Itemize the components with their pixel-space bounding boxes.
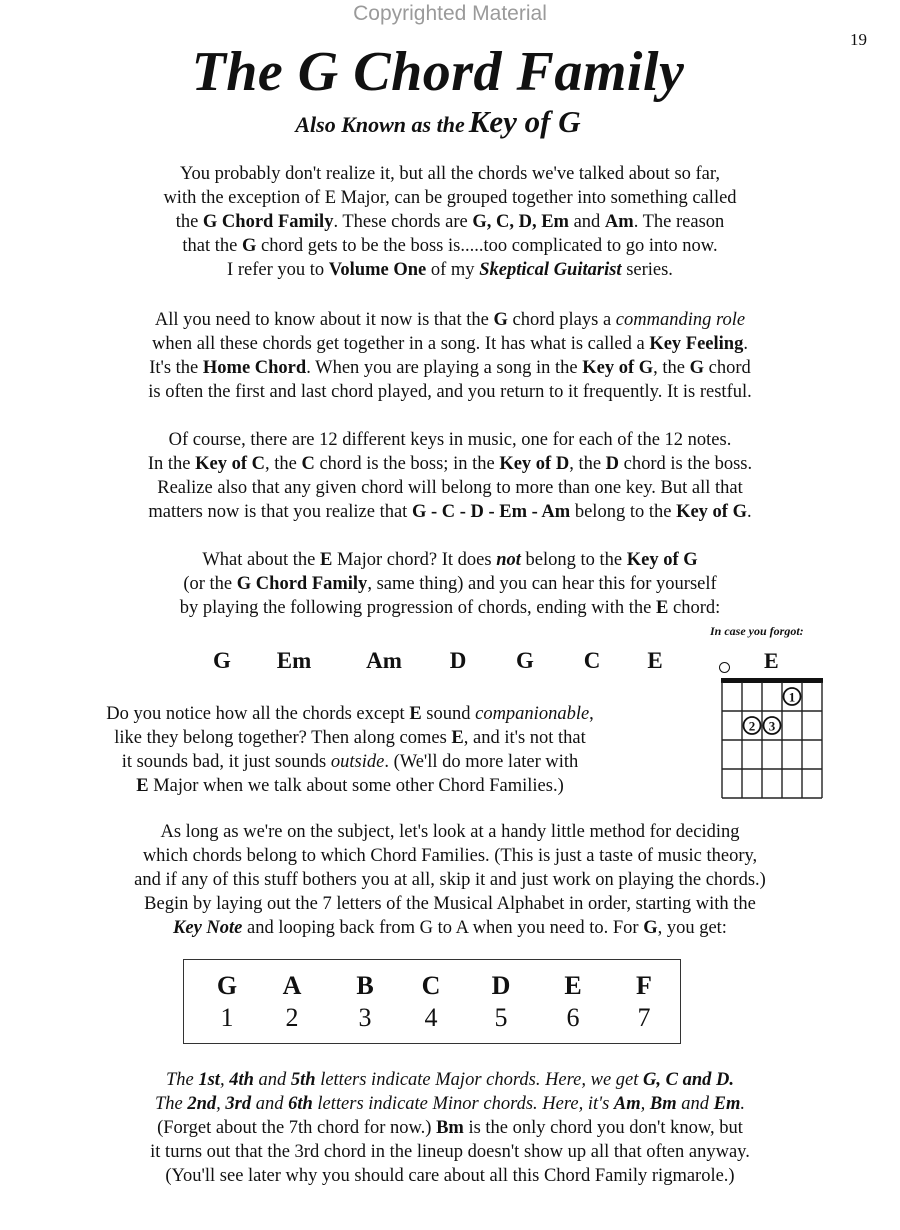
text-segment: which chords belong to which Chord Families. (This is just a taste of music theory, [142,846,758,866]
text-segment: 2nd [187,1094,217,1114]
text-line [30,726,670,750]
text-segment: Major chord? It does [332,550,497,570]
text-segment: Volume One [328,260,427,280]
alphabet-letter: B [356,971,374,1000]
text-line [30,892,870,916]
text-line [30,1068,870,1092]
text-segment: of my [426,260,480,280]
text-segment: Em [713,1094,741,1114]
progression-chord: D [449,648,467,673]
text-line [30,572,870,596]
text-line [30,476,870,500]
text-segment: The [165,1070,199,1090]
text-segment: It's the [149,358,203,378]
text-segment: and [253,1070,291,1090]
text-segment: the [175,212,203,232]
text-segment: . [740,1094,745,1114]
paragraph-companionable [30,702,670,798]
text-line [30,210,870,234]
text-segment: E [319,550,333,570]
progression-chord: Am [366,648,402,673]
finger-number: 1 [788,689,796,705]
paragraph-key-feeling [30,308,870,404]
progression-chord: Em [276,648,312,673]
text-segment: 1st [198,1070,220,1090]
finger-number: 3 [768,718,776,734]
text-segment: All you need to know about it now is that the [154,310,494,330]
text-segment: chord: [668,598,721,618]
diagram-nut [721,678,823,683]
text-segment: by playing the following progression of chords, ending with the [179,598,657,618]
text-segment: . When you are playing a song in the [306,358,583,378]
text-segment: , [219,1070,230,1090]
page-title: The G Chord Family [191,41,685,103]
text-line [30,332,870,356]
subtitle-part2: Key of G [468,104,581,139]
text-segment: Major when we talk about some other Chord Families.) [148,776,564,796]
copyright-watermark: Copyrighted Material [353,2,547,25]
text-segment: As long as we're on the subject, let's look at a handy little method for deciding [160,822,740,842]
text-line [30,500,870,524]
text-segment: Home Chord [202,358,307,378]
alphabet-number: 6 [566,1003,580,1032]
text-line [30,380,870,404]
text-segment: Of course, there are 12 different keys in music, one for each of the 12 notes. [168,430,732,450]
text-segment: Realize also that any given chord will belong to more than one key. But all that [157,478,743,498]
text-segment: 5th [290,1070,316,1090]
musical-alphabet-box [183,959,681,1044]
text-line [30,1092,870,1116]
progression-chord: G [516,648,534,673]
page-subtitle [0,104,876,140]
alphabet-letter: A [282,971,302,1000]
text-segment: , the [264,454,302,474]
text-segment: , [589,704,594,724]
text-line [30,548,870,572]
text-line [30,1140,870,1164]
text-segment: G [643,918,658,938]
alphabet-number: 2 [285,1003,299,1032]
text-segment: E [409,704,422,724]
text-line [30,596,870,620]
text-segment: , you get: [657,918,727,938]
alphabet-number: 3 [358,1003,372,1032]
text-line [30,186,870,210]
text-line [30,868,870,892]
alphabet-letter: G [216,971,238,1000]
text-line [30,1116,870,1140]
text-segment: and looping back from G to A when you need to. For [242,918,644,938]
text-segment: commanding role [615,310,746,330]
text-segment: when all these chords get together in a song. It has what is called a [152,334,650,354]
text-segment: Bm [436,1118,464,1138]
text-segment: . [743,334,748,354]
text-segment: it turns out that the 3rd chord in the lineup doesn't show up all that often anyway. [150,1142,750,1162]
text-segment: (or the [183,574,237,594]
text-line [30,916,870,940]
text-segment: G [689,358,705,378]
paragraph-twelve-keys [30,428,870,524]
text-segment: and [251,1094,289,1114]
alphabet-letter: E [564,971,582,1000]
in-case-note: In case you forgot: [710,624,804,638]
text-segment: belong to the [520,550,627,570]
text-line [30,234,870,258]
text-line [30,258,870,282]
text-segment: and if any of this stuff bothers you at all, skip it and just work on playing the chords.) [134,870,766,890]
text-segment: Key of G [676,502,747,522]
text-line [30,428,870,452]
chord-diagram-name: E [764,648,779,673]
paragraph-e-major [30,548,870,620]
text-segment: E [136,776,149,796]
text-line [30,356,870,380]
text-segment: Bm [649,1094,677,1114]
text-segment: , same thing) and you can hear this for yourself [367,574,717,594]
text-segment: Am [613,1094,641,1114]
text-segment: is the only chord you don't know, but [463,1118,743,1138]
text-segment: outside [330,752,385,772]
progression-chord: E [647,648,663,673]
text-line [30,702,670,726]
text-segment: series. [621,260,673,280]
text-segment: In the [147,454,196,474]
text-line [30,820,870,844]
text-segment: You probably don't realize it, but all the chords we've talked about so far, [180,164,720,184]
text-line [30,844,870,868]
text-line [30,750,670,774]
text-segment: D [605,454,620,474]
text-segment: G Chord Family [236,574,368,594]
text-segment: Key of G [582,358,654,378]
text-segment: 6th [288,1094,313,1114]
subtitle-part1: Also Known as the [295,112,465,137]
text-line [30,452,870,476]
text-segment: companionable [475,704,590,724]
alphabet-letter: D [491,971,511,1000]
text-segment: . These chords are [333,212,473,232]
alphabet-number: 7 [637,1003,651,1032]
text-segment: . [746,502,752,522]
text-segment: Key of C [195,454,265,474]
alphabet-number: 5 [494,1003,508,1032]
text-segment: not [496,550,521,570]
text-segment: G, C, D, Em [472,212,569,232]
text-segment: G [493,310,508,330]
text-segment: with the exception of E Major, can be grouped together into something called [163,188,737,208]
text-line [30,308,870,332]
alphabet-number: 1 [220,1003,234,1032]
text-line [30,1164,870,1188]
text-segment: 3rd [225,1094,252,1114]
text-segment: letters indicate Minor chords. Here, it's [312,1094,614,1114]
text-segment: and [568,212,605,232]
text-line [30,162,870,186]
text-segment: (Forget about the 7th chord for now.) [157,1118,437,1138]
text-segment: G - C - D - Em - Am [411,502,571,522]
text-segment: C [301,454,315,474]
text-segment: matters now is that you realize that [148,502,412,522]
alphabet-letter: F [636,971,652,1000]
progression-chord: G [213,648,231,673]
finger-number: 2 [748,718,756,734]
text-segment: Key Note [173,918,243,938]
text-segment: like they belong together? Then along comes [114,728,452,748]
text-segment: chord is the boss. [619,454,753,474]
text-segment: is often the first and last chord played, and you return to it frequently. It is restful. [148,382,752,402]
text-segment: Skeptical Guitarist [479,260,622,280]
text-segment: (You'll see later why you should care about all this Chord Family rigmarole.) [165,1166,735,1186]
text-segment: chord plays a [507,310,616,330]
text-segment: What about the [202,550,320,570]
text-segment: Am [604,212,634,232]
text-segment: , [640,1094,650,1114]
text-segment: , [216,1094,226,1114]
alphabet-letter: C [421,971,441,1000]
text-segment: 4th [229,1070,254,1090]
text-segment: Do you notice how all the chords except [106,704,410,724]
text-segment: I refer you to [227,260,329,280]
text-segment: Key Feeling [649,334,744,354]
text-segment: G [241,236,257,256]
text-segment: . (We'll do more later with [384,752,579,772]
paragraph-chord-families [30,820,870,940]
text-segment: The [154,1094,188,1114]
text-segment: , and it's not that [463,728,586,748]
paragraph-major-minor [30,1068,870,1188]
text-segment: letters indicate Major chords. Here, we get [315,1070,644,1090]
paragraph-intro [30,162,870,282]
text-segment: chord [704,358,751,378]
text-segment: and [676,1094,714,1114]
text-segment: chord gets to be the boss is.....too complicated to go into now. [256,236,718,256]
text-segment: Key of G [626,550,698,570]
chord-diagram-e [716,676,828,800]
text-segment: belong to the [570,502,677,522]
text-segment: G, C and D. [643,1070,735,1090]
text-segment: . The reason [633,212,725,232]
open-string-marker [719,662,730,673]
alphabet-number: 4 [424,1003,438,1032]
text-segment: E [656,598,669,618]
text-segment: , the [569,454,606,474]
text-line [30,774,670,798]
text-segment: that the [182,236,242,256]
text-segment: sound [421,704,476,724]
text-segment: , the [653,358,690,378]
page-number: 19 [850,30,867,49]
text-segment: chord is the boss; in the [314,454,500,474]
text-segment: G Chord Family [202,212,334,232]
text-segment: E [451,728,464,748]
text-segment: it sounds bad, it just sounds [121,752,331,772]
text-segment: Key of D [499,454,570,474]
progression-chord: C [583,648,601,673]
text-segment: Begin by laying out the 7 letters of the Musical Alphabet in order, starting with the [144,894,756,914]
